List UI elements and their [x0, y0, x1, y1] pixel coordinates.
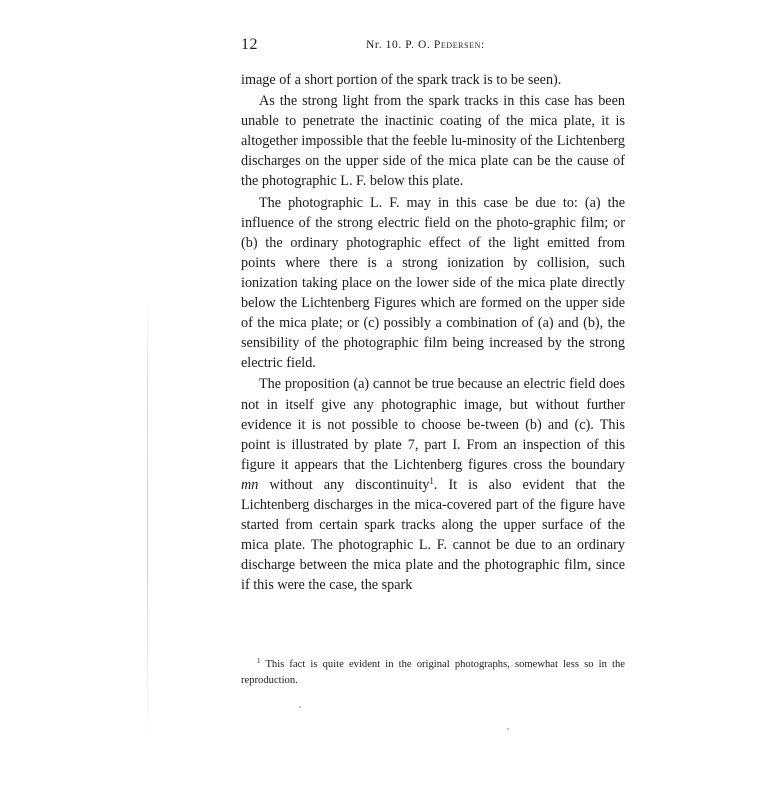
running-head-prefix: Nr. 10. P. O.	[366, 39, 434, 51]
paragraph	[241, 91, 625, 191]
footnote-marker: 1	[257, 657, 261, 665]
scan-speck	[299, 706, 301, 708]
scan-edge-shadow	[147, 300, 148, 740]
body-text	[241, 70, 625, 595]
paragraph-text: The photographic L. F. may in this case be due to: (a) the influence of the strong electric field on the photo-graphic film; or (b) the ordinary photographic effect of the light emitted from points where there is a strong ionization by collision, such ionization taking place on the lower side of the mica plate directly below the Lichtenberg Figures which are formed on the upper side of the mica plate; or (c) possibly a combination of (a) and (b), the sensibility of the photographic film being increased by the strong electric field.	[241, 194, 625, 372]
footnote-reference: 1	[429, 475, 434, 486]
running-head	[366, 39, 485, 51]
footnote	[241, 657, 625, 689]
paragraph	[241, 374, 625, 595]
paragraph	[241, 70, 625, 90]
running-head-author: Pedersen:	[433, 39, 485, 51]
italic-text: mn	[241, 476, 259, 493]
page-header	[241, 36, 615, 56]
scan-speck	[507, 728, 509, 730]
footnote-text: This fact is quite evident in the original photographs, somewhat less so in the reproduction.	[241, 659, 625, 686]
page-number: 12	[241, 36, 258, 53]
paragraph-text: image of a short portion of the spark track is to be seen).	[241, 72, 562, 88]
paragraph-text: As the strong light from the spark tracks in this case has been unable to penetrate the inactinic coating of the mica plate, it is altogether impossible that the feeble lu-minosity of the Lichtenberg discharges on the upper side of the mica plate can be the cause of the photographic L. F. below this plate.	[241, 93, 625, 190]
paragraph-text: . It is also evident that the Lichtenberg discharges in the mica-covered part of the figure have started from certain spark tracks along the upper surface of the mica plate. The photographic L. F. cannot be due to an ordinary discharge between the mica plate and the photographic film, since if this were the case, the spark	[241, 476, 625, 594]
paragraph	[241, 193, 625, 374]
paragraph-text: without any discontinuity	[258, 476, 430, 493]
paragraph-text: The proposition (a) cannot be true because an electric field does not in itself give any photographic image, but without further evidence it is not possible to choose be-tween (b) and (c). This point is illustrated by plate 7, part I. From an inspection of this figure it appears that the Lichtenberg figures cross the boundary	[241, 376, 625, 473]
